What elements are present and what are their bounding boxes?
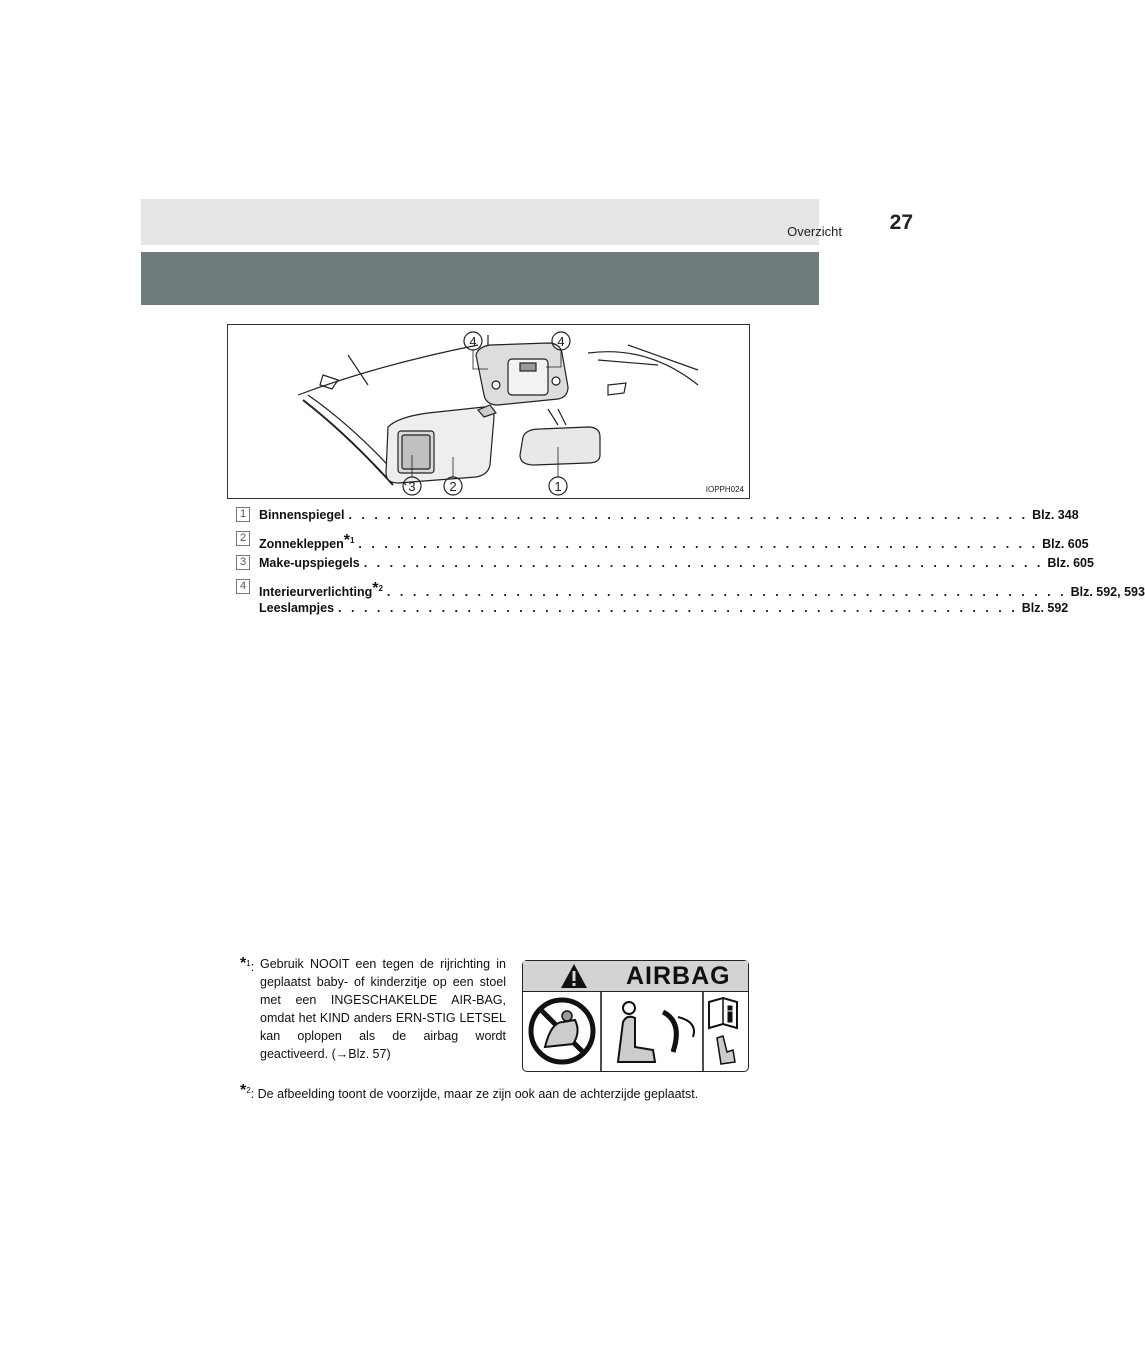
list-item	[236, 553, 1094, 577]
callout-4a: 4	[469, 334, 477, 349]
airbag-label-header	[523, 961, 748, 992]
item-label: Zonnekleppen*$^1$	[259, 532, 355, 551]
list-item	[236, 577, 1145, 601]
item-number: 2	[236, 531, 250, 546]
item-list	[236, 505, 1145, 621]
page-reference-link[interactable]: Blz. 348	[1032, 508, 1079, 522]
page-reference-link[interactable]: Blz. 605	[1047, 556, 1094, 570]
leader-dots: . . . . . . . . . . . . . . . . . . . . . . . . . . . . . . . . . . . . . . . . . . . . . . . . . . . . .	[338, 601, 1018, 615]
warning-triangle-icon	[559, 962, 589, 990]
leader-dots: . . . . . . . . . . . . . . . . . . . . . . . . . . . . . . . . . . . . . . . . . . . . . . . . . . . . .	[386, 585, 1067, 599]
leader-dots: . . . . . . . . . . . . . . . . . . . . . . . . . . . . . . . . . . . . . . . . . . . . . . . . . . . . .	[358, 537, 1039, 551]
asterisk-mark: *	[240, 955, 247, 973]
item-label: Interieurverlichting*$^2$	[259, 580, 383, 599]
list-item	[236, 505, 1079, 529]
callout-2: 2	[449, 479, 457, 494]
item-label: Binnenspiegel	[259, 508, 345, 522]
list-item	[236, 601, 1069, 621]
footnote-2: *$^2$: De afbeelding toont de voorzijde, maar ze zijn ook aan de achterzijde geplaatst.	[240, 1082, 699, 1102]
airbag-warning-label	[522, 960, 749, 1072]
footnote-ref: 1	[349, 535, 355, 545]
airbag-pictograms	[523, 992, 747, 1070]
figure-code: IOPPH024	[705, 485, 744, 494]
leader-dots: . . . . . . . . . . . . . . . . . . . . . . . . . . . . . . . . . . . . . . . . . . . . . . . . . . . . .	[348, 508, 1029, 522]
footnote-mark: 2	[246, 1086, 251, 1095]
section-title: Overzicht	[787, 224, 842, 239]
item-number: 4	[236, 579, 250, 594]
page-reference-link[interactable]: Blz. 605	[1042, 537, 1089, 551]
footnote-ref: 2	[378, 583, 383, 593]
page-reference-link[interactable]: Blz. 592, 593	[1070, 585, 1145, 599]
callout-4b: 4	[557, 334, 565, 349]
item-label: Make-upspiegels	[259, 556, 360, 570]
callout-1: 1	[554, 479, 562, 494]
item-label: Leeslampjes	[259, 601, 335, 615]
footnote-2-text: De afbeelding toont de voorzijde, maar ze zijn ook aan de achterzijde geplaatst.	[257, 1087, 699, 1102]
footnote-1-text: Gebruik NOOIT een tegen de rijrichting in geplaatst baby- of kinderzitje op een stoel met een INGESCHAKELDE AIR-BAG, omdat het KIND anders ERN-STIG LETSEL kan oplopen als de airbag wordt geactiveerd. (→Blz. 57)	[260, 957, 506, 1061]
header-bar	[141, 199, 819, 245]
leader-dots: . . . . . . . . . . . . . . . . . . . . . . . . . . . . . . . . . . . . . . . . . . . . . . . . . . . . .	[363, 556, 1044, 570]
footnote-1: *$^1$: Gebruik NOOIT een tegen de rijrichting in geplaatst baby- of kinderzitje op een stoel met een INGESCHAKELDE AIR-BAG, omdat het KIND anders ERN-STIG LETSEL kan oplopen als de airbag wordt geactiveerd. (→Blz. 57)	[240, 955, 506, 1061]
list-item	[236, 529, 1089, 553]
overhead-console-drawing	[228, 325, 749, 498]
item-number: 1	[236, 507, 250, 522]
page-number: 27	[889, 211, 913, 234]
asterisk-mark: *	[240, 1082, 247, 1100]
interior-illustration	[227, 324, 750, 499]
section-banner	[141, 252, 819, 305]
footnote-mark: 1	[246, 959, 251, 968]
page-reference-link[interactable]: Blz. 592	[1021, 601, 1069, 615]
asterisk-mark: *	[343, 532, 350, 549]
item-number: 3	[236, 555, 250, 570]
callout-3: 3	[408, 479, 416, 494]
asterisk-mark: *	[372, 580, 379, 597]
airbag-word: AIRBAG	[626, 962, 731, 990]
